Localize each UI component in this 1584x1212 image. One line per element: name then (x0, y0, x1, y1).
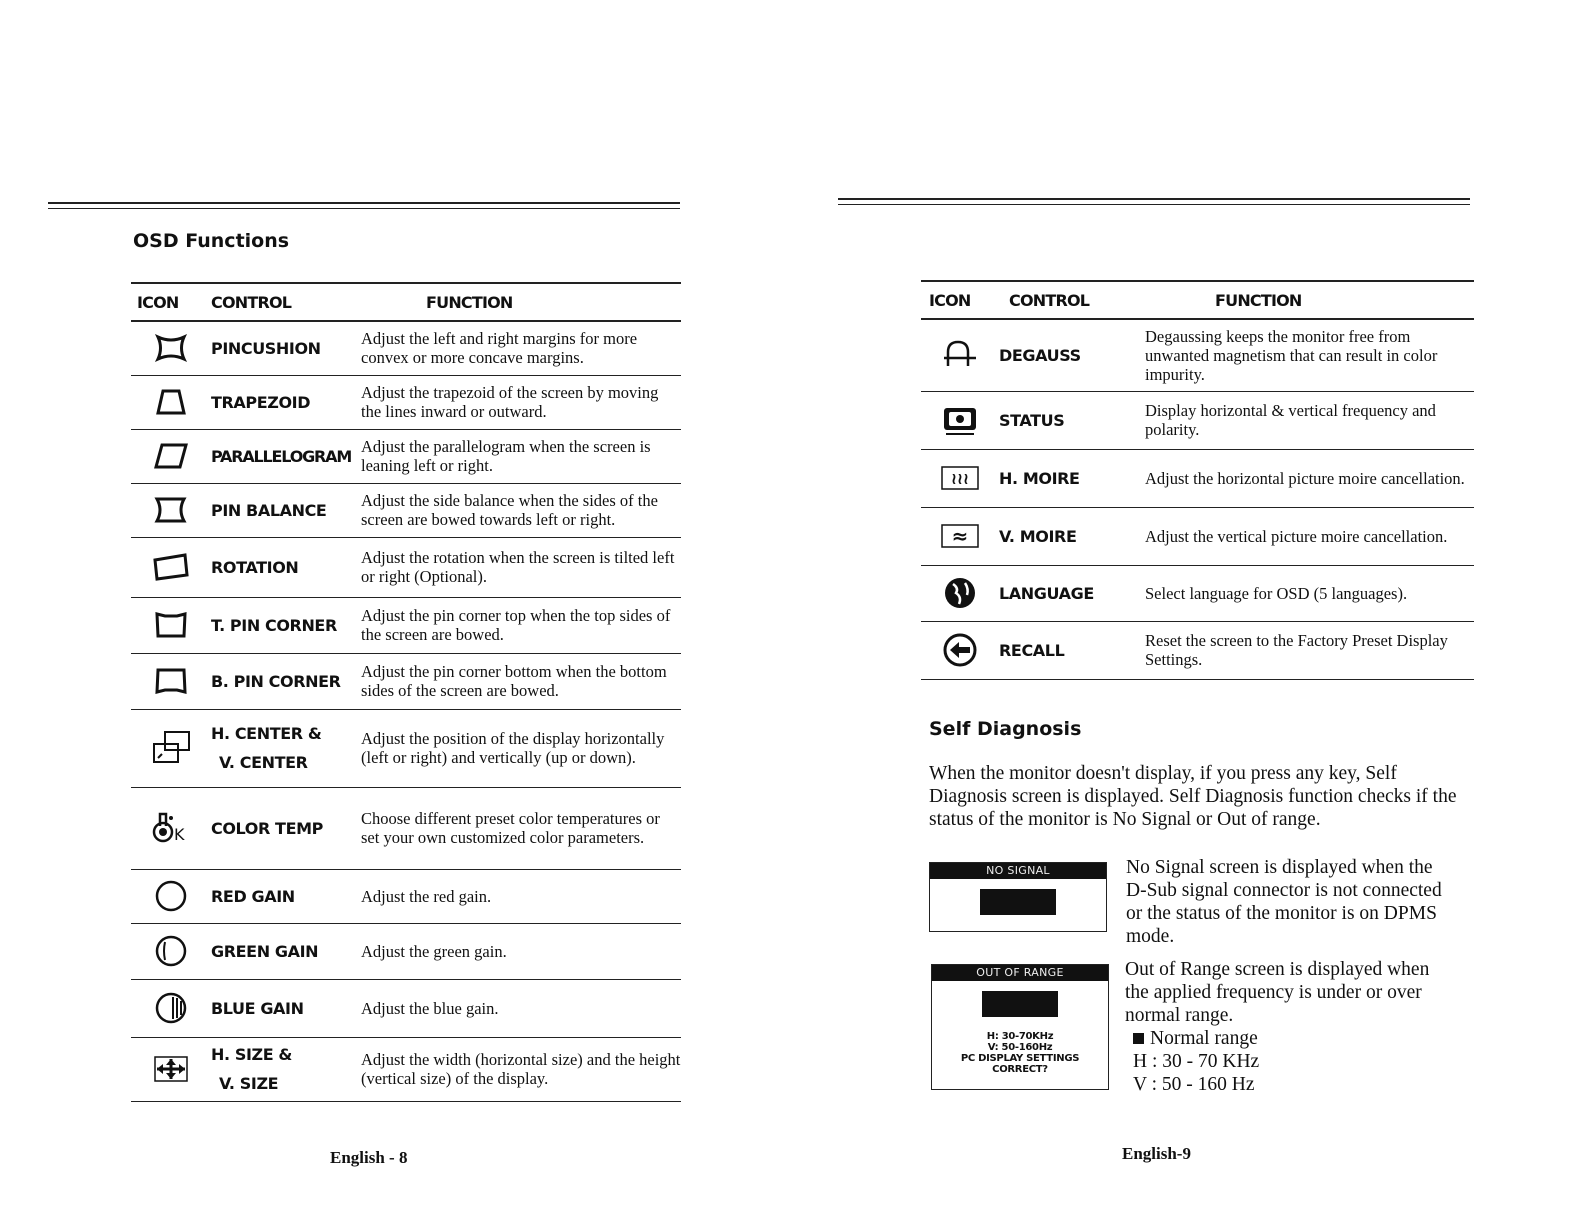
table-row (921, 319, 1474, 391)
red-gain-icon (131, 869, 211, 923)
table-row (131, 869, 681, 923)
control-label: STATUS (999, 391, 1145, 449)
svg-text:≈: ≈ (951, 524, 969, 548)
control-label: LANGUAGE (999, 565, 1145, 621)
header-icon: ICON (921, 281, 999, 319)
control-label-line2: V. SIZE (219, 1074, 279, 1093)
table-row (131, 1037, 681, 1101)
no-signal-screen-block (980, 889, 1056, 915)
control-label: TRAPEZOID (211, 375, 361, 429)
bottom-pin-corner-icon (131, 653, 211, 709)
function-text: Adjust the green gain. (361, 923, 681, 979)
function-text: Select language for OSD (5 languages). (1145, 565, 1474, 621)
color-temp-icon (131, 787, 211, 869)
function-text: Choose different preset color temperatures or set your own customized color parameters. (361, 787, 681, 869)
table-row (921, 565, 1474, 621)
screen-correct-prompt: CORRECT? (992, 1064, 1048, 1075)
header-icon: ICON (131, 283, 211, 321)
function-text: Adjust the side balance when the sides of the screen are bowed towards left or right. (361, 483, 681, 537)
control-label: PINCUSHION (211, 321, 361, 375)
degauss-icon (921, 319, 999, 391)
out-of-range-screen (931, 964, 1109, 1090)
self-diagnosis-intro: When the monitor doesn't display, if you press any key, Self Diagnosis screen is displayed. Self Diagnosis function checks if the status of the monitor is No Signal or Out of range. (929, 763, 1457, 830)
table-row (131, 979, 681, 1037)
screen-v-range: V: 50-160Hz (987, 1042, 1053, 1053)
header-control: CONTROL (211, 283, 361, 321)
function-text: Adjust the rotation when the screen is tilted left or right (Optional). (361, 537, 681, 597)
control-label: RECALL (999, 621, 1145, 679)
right-page-top-rule (838, 198, 1470, 205)
h-moire-icon (921, 449, 999, 507)
table-header (921, 281, 1474, 319)
size-icon (131, 1037, 211, 1101)
table-row (131, 483, 681, 537)
self-diagnosis-title: Self Diagnosis (929, 718, 1082, 740)
control-label: DEGAUSS (999, 319, 1145, 391)
rotation-icon (131, 537, 211, 597)
header-function: FUNCTION (1145, 281, 1474, 319)
function-text: Adjust the vertical picture moire cancellation. (1145, 507, 1474, 565)
control-label: B. PIN CORNER (211, 653, 361, 709)
recall-icon (921, 621, 999, 679)
language-icon (921, 565, 999, 621)
table-row (131, 787, 681, 869)
no-signal-description: No Signal screen is displayed when the D-Sub signal connector is not connected or the status of the monitor is on DPMS mode. (1126, 857, 1442, 947)
out-of-range-screen-block (982, 991, 1058, 1017)
no-signal-screen (929, 862, 1107, 932)
osd-functions-table-continued (921, 280, 1474, 680)
control-label (211, 1037, 361, 1101)
table-row (921, 621, 1474, 679)
table-row (131, 923, 681, 979)
left-page-top-rule (48, 202, 680, 209)
table-row (131, 429, 681, 483)
normal-range-label: Normal range (1150, 1028, 1258, 1049)
pin-balance-icon (131, 483, 211, 537)
screen-h-range: H: 30-70KHz (986, 1031, 1054, 1042)
function-text: Adjust the red gain. (361, 869, 681, 923)
normal-range-bullet (1125, 1027, 1455, 1050)
control-label: H. MOIRE (999, 449, 1145, 507)
control-label (211, 709, 361, 787)
out-of-range-screen-text (932, 1031, 1108, 1075)
function-text: Adjust the position of the display horizontally (left or right) and vertically (up or down). (361, 709, 681, 787)
status-icon (921, 391, 999, 449)
table-row (131, 709, 681, 787)
osd-functions-table (131, 282, 681, 1102)
function-text: Adjust the left and right margins for more convex or more concave margins. (361, 321, 681, 375)
function-text: Adjust the pin corner bottom when the bottom sides of the screen are bowed. (361, 653, 681, 709)
trapezoid-icon (131, 375, 211, 429)
table-row (131, 321, 681, 375)
parallelogram-icon (131, 429, 211, 483)
control-label-line1: H. CENTER & (211, 724, 322, 743)
function-text: Display horizontal & vertical frequency and polarity. (1145, 391, 1474, 449)
v-moire-icon (921, 507, 999, 565)
function-text: Adjust the pin corner top when the top sides of the screen are bowed. (361, 597, 681, 653)
out-of-range-text: Out of Range screen is displayed when the applied frequency is under or over normal range. (1125, 959, 1430, 1026)
no-signal-screen-title: NO SIGNAL (930, 863, 1106, 879)
function-text: Adjust the trapezoid of the screen by moving the lines inward or outward. (361, 375, 681, 429)
v-range: V : 50 - 160 Hz (1133, 1074, 1255, 1095)
top-pin-corner-icon (131, 597, 211, 653)
page-title: OSD Functions (133, 230, 290, 252)
out-of-range-description (1125, 958, 1455, 1096)
control-label: PARALLELOGRAM (211, 429, 361, 483)
table-row (921, 507, 1474, 565)
page-number-left: English - 8 (330, 1148, 408, 1167)
control-label: ROTATION (211, 537, 361, 597)
control-label: T. PIN CORNER (211, 597, 361, 653)
function-text: Adjust the blue gain. (361, 979, 681, 1037)
table-row (131, 653, 681, 709)
control-label: RED GAIN (211, 869, 361, 923)
blue-gain-icon (131, 979, 211, 1037)
screen-settings-prompt: PC DISPLAY SETTINGS (960, 1053, 1080, 1064)
function-text: Degaussing keeps the monitor free from unwanted magnetism that can result in color impurity. (1145, 319, 1474, 391)
svg-text:≀≀≀: ≀≀≀ (951, 469, 969, 488)
out-of-range-screen-title: OUT OF RANGE (932, 965, 1108, 981)
control-label: V. MOIRE (999, 507, 1145, 565)
control-label: PIN BALANCE (211, 483, 361, 537)
function-text: Adjust the horizontal picture moire cancellation. (1145, 449, 1474, 507)
header-function: FUNCTION (361, 283, 681, 321)
position-icon (131, 709, 211, 787)
header-control: CONTROL (999, 281, 1145, 319)
control-label-line2: V. CENTER (219, 753, 308, 772)
table-row (131, 537, 681, 597)
function-text: Reset the screen to the Factory Preset Display Settings. (1145, 621, 1474, 679)
square-bullet-icon (1133, 1033, 1144, 1044)
table-row (131, 597, 681, 653)
pincushion-icon (131, 321, 211, 375)
table-header (131, 283, 681, 321)
page-number-right: English-9 (1122, 1144, 1191, 1163)
control-label-line1: H. SIZE & (211, 1045, 292, 1064)
function-text: Adjust the parallelogram when the screen is leaning left or right. (361, 429, 681, 483)
control-label: COLOR TEMP (211, 787, 361, 869)
control-label: GREEN GAIN (211, 923, 361, 979)
function-text: Adjust the width (horizontal size) and the height (vertical size) of the display. (361, 1037, 681, 1101)
green-gain-icon (131, 923, 211, 979)
table-row (921, 449, 1474, 507)
svg-text:K: K (174, 825, 185, 844)
table-row (131, 375, 681, 429)
table-row (921, 391, 1474, 449)
control-label: BLUE GAIN (211, 979, 361, 1037)
h-range: H : 30 - 70 KHz (1133, 1051, 1260, 1072)
